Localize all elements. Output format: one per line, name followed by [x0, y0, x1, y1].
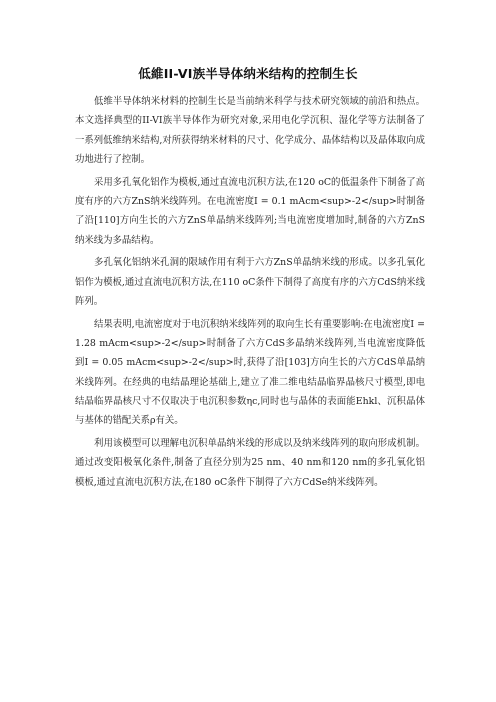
- document-body: [75, 92, 425, 495]
- paragraph: 采用多孔氧化铝作为模板,通过直流电沉积方法,在120 oC的低温条件下制备了高度有序的六方ZnS纳米线阵列。在电流密度I = 0.1 mAcm<sup>-2</sup>时制备了沿[110]方向生长的六方ZnS单晶纳米线阵列;当电流密度增加时,制备的六方ZnS纳米线为多晶结构。: [75, 176, 425, 246]
- document-title: 低維II-VI族半导体纳米结构的控制生长: [138, 66, 358, 81]
- paragraph: 低维半导体纳米材料的控制生长是当前纳米科学与技术研究领域的前沿和热点。本文选择典型的II-VI族半导体作为研究对象,采用电化学沉积、湿化学等方法制备了一系列低维纳米结构,对所获得纳米材料的尺寸、化学成分、晶体结构以及晶体取向成功地进行了控制。: [75, 96, 425, 165]
- paragraph: 结果表明,电流密度对于电沉积纳米线阵列的取向生长有重要影响:在电流密度I = 1.28 mAcm<sup>-2</sup>时制备了六方CdS多晶纳米线阵列,当电流密度降低到I = 0.05 mAcm<sup>-2</sup>时,获得了沿[103]方向生长的六方CdS单晶纳米线阵列。在经典的电结晶理论基础上,建立了准二维电结晶临界晶核尺寸模型,即电结晶临界晶核尺寸不仅取决于电沉积参数ηc,同时也与晶体的表面能Ehkl、沉积晶体与基体的错配关系ρ有关。: [75, 318, 425, 427]
- paragraph: 多孔氧化铝纳米孔洞的限域作用有利于六方ZnS单晶纳米线的形成。以多孔氧化铝作为模板,通过直流电沉积方法,在110 oC条件下制得了高度有序的六方CdS纳米线阵列。: [75, 257, 425, 307]
- paragraph: 利用该模型可以理解电沉积单晶纳米线的形成以及纳米线阵列的取向形成机制。通过改变阳极氧化条件,制备了直径分别为25 nm、40 nm和120 nm的多孔氧化铝模板,通过直流电沉积方法,在180 oC条件下制得了六方CdSe纳米线阵列。: [75, 438, 425, 488]
